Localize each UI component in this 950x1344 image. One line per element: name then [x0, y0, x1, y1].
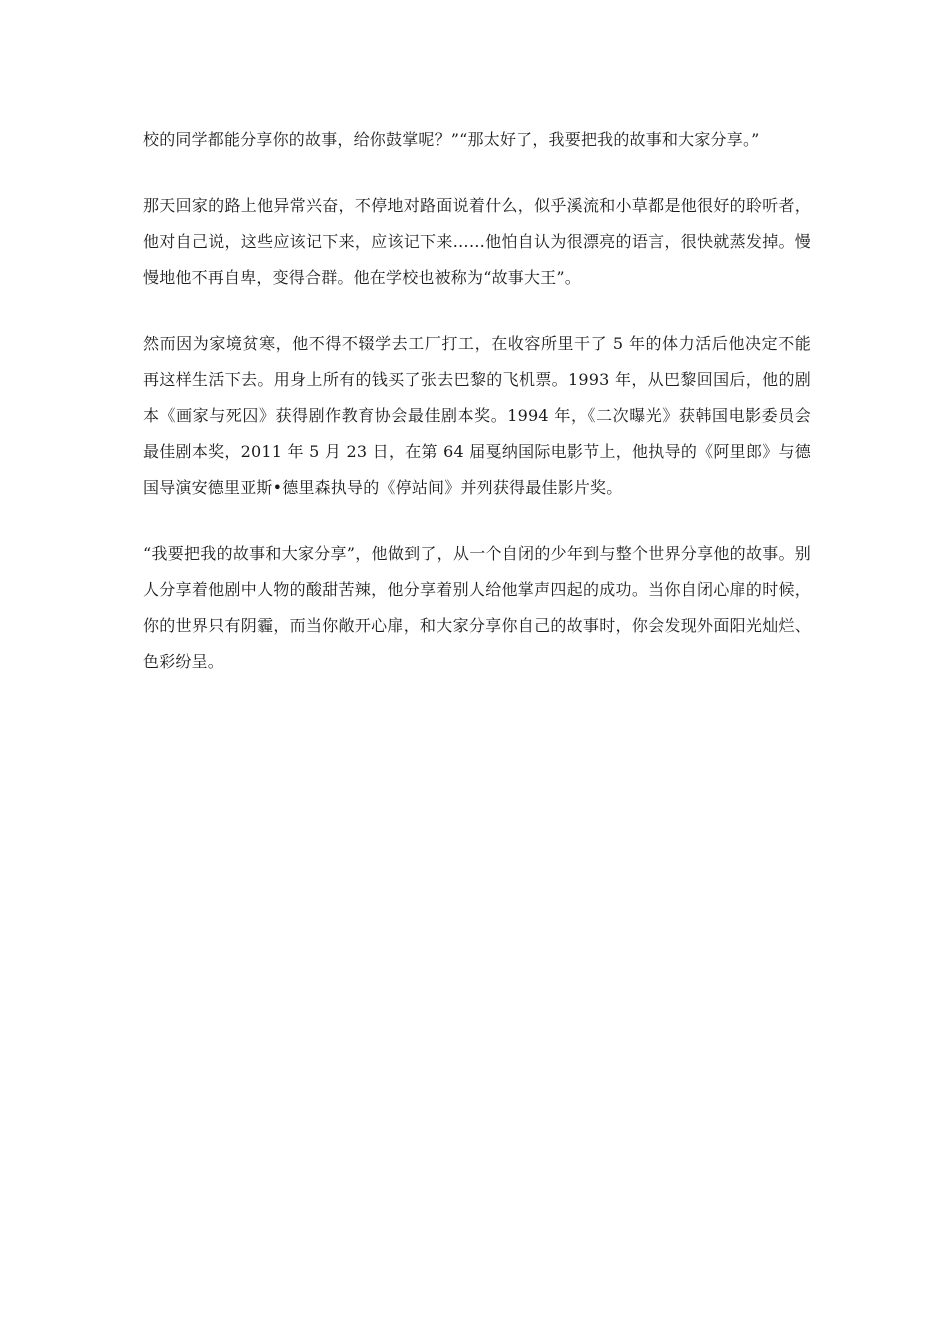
- paragraph-4: “我要把我的故事和大家分享”，他做到了，从一个自闭的少年到与整个世界分享他的故事。别人分享着他剧中人物的酸甜苦辣，他分享着别人给他掌声四起的成功。当你自闭心扉的时候，你的世界只有阴霾，而当你敞开心扉，和大家分享你自己的故事时，你会发现外面阳光灿烂、色彩纷呈。: [143, 544, 811, 671]
- paragraph-2: 那天回家的路上他异常兴奋，不停地对路面说着什么，似乎溪流和小草都是他很好的聆听者，他对自己说，这些应该记下来，应该记下来……他怕自认为很漂亮的语言，很快就蒸发掉。慢慢地他不再自卑，变得合群。他在学校也被称为“故事大王”。: [143, 196, 811, 287]
- paragraph-3: 然而因为家境贫寒，他不得不辍学去工厂打工，在收容所里干了 5 年的体力活后他决定不能再这样生活下去。用身上所有的钱买了张去巴黎的飞机票。1993 年，从巴黎回国后，他的剧本《画家与死囚》获得剧作教育协会最佳剧本奖。1994 年，《二次曝光》获韩国电影委员会最佳剧本奖，2011 年 5 月 23 日，在第 64 届戛纳国际电影节上，他执导的《阿里郎》与德国导演安德里亚斯•德里森执导的《停站间》并列获得最佳影片奖。: [143, 334, 811, 497]
- paragraph-1: 校的同学都能分享你的故事，给你鼓掌呢？”“那太好了，我要把我的故事和大家分享。”: [143, 130, 760, 149]
- document-body: [143, 122, 811, 710]
